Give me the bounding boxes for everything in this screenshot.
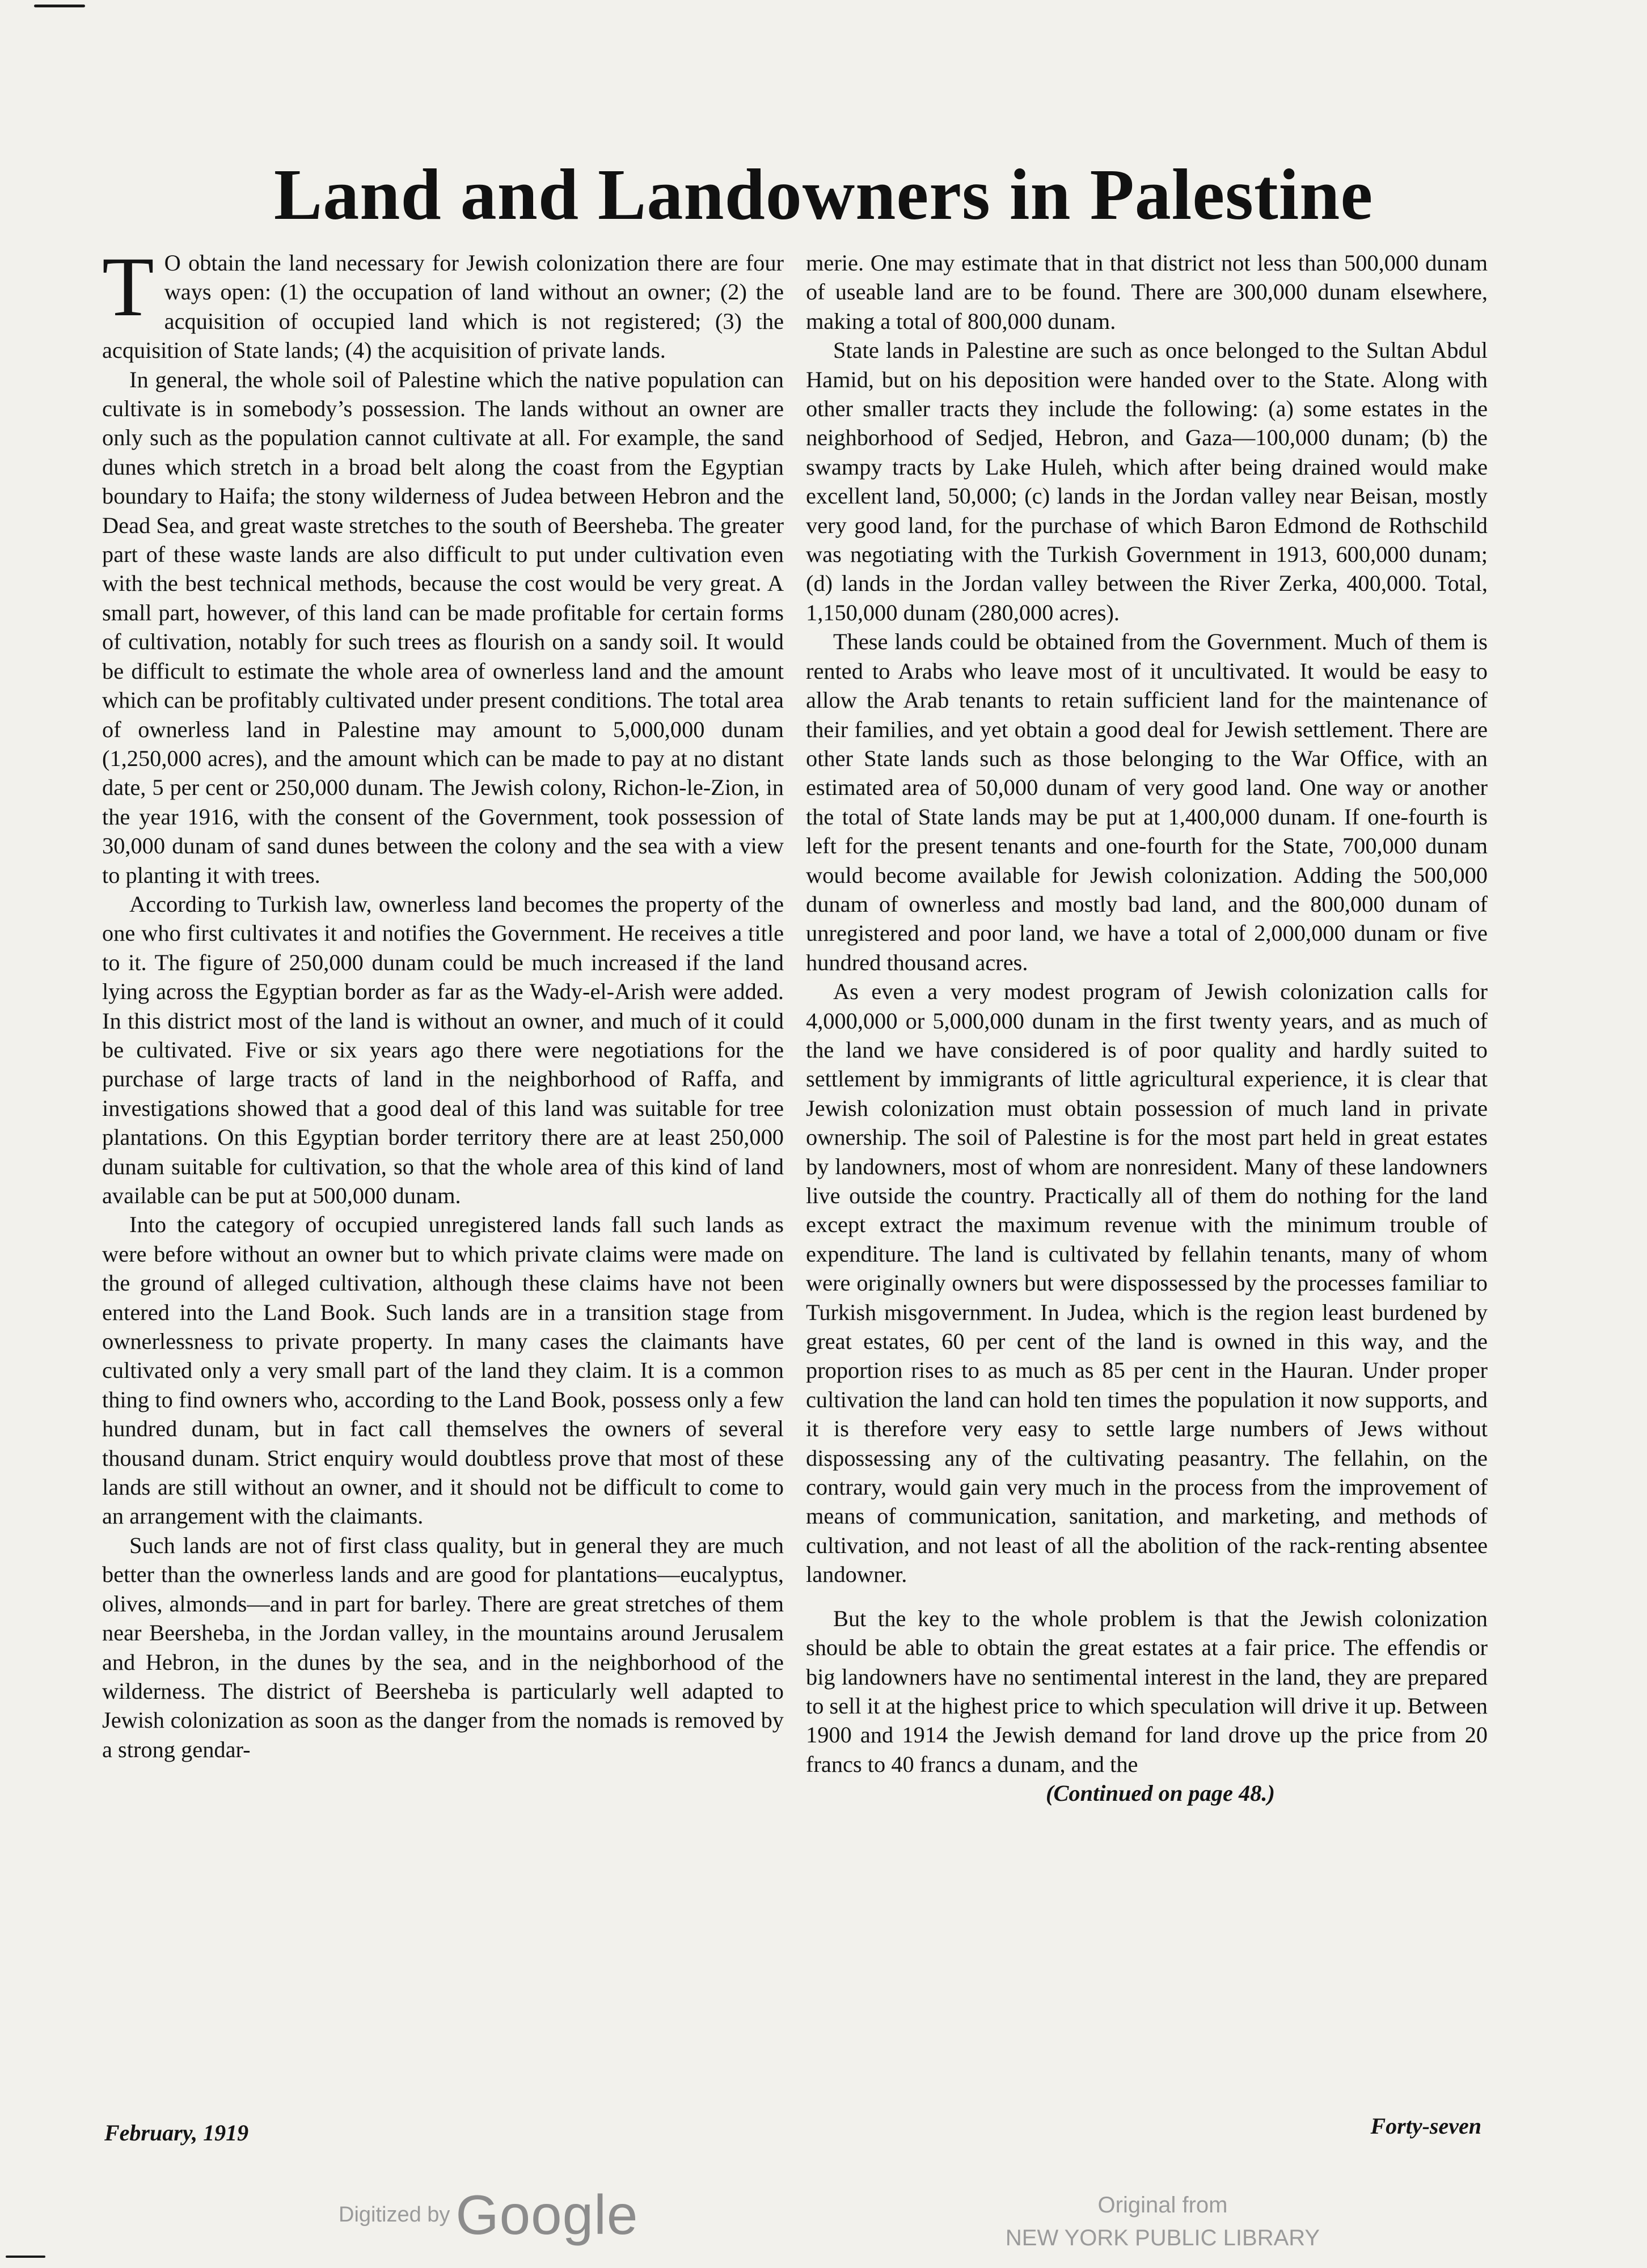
google-logo-text: Google xyxy=(455,2184,639,2246)
paragraph-intro xyxy=(102,240,784,365)
paragraph: These lands could be obtained from the Government. Much of them is rented to Arabs who leave most of it uncultivated. It would be easy to allow the Arab tenants to retain sufficient land for the maintenance of their families, and yet obtain a good deal for Jewish settlement. There are other State lands such as those belonging to the War Office, with an estimated area of 50,000 dunam of very good land. One way or another the total of State lands may be put at 1,400,000 dunam. If one-fourth is left for the present tenants and one-fourth for the State, 700,000 dunam would become available for Jewish colonization. Adding the 500,000 dunam of ownerless and mostly bad land, and the 800,000 dunam of unregistered and poor land, we have a total of 2,000,000 dunam or five hundred thousand acres. xyxy=(806,629,1488,975)
scan-artifact-mark xyxy=(6,2256,45,2258)
paragraph: As even a very modest program of Jewish colonization calls for 4,000,000 or 5,000,000 dunam in the first twenty years, and as much of the land we have considered is of poor quality and hardly suited to settlement by immigrants of little agricultural experience, it is clear that Jewish colonization must obtain possession of much land in private ownership. The soil of Palestine is for the most part held in great estates by landowners, most of whom are nonresident. Many of these landowners live outside the country. Practically all of them do nothing for the land except extract the maximum revenue with the minimum trouble of expenditure. The land is cultivated by fellahin tenants, many of whom were originally owners but were dispossessed by the processes familiar to Turkish misgovernment. In Judea, which is the region least burdened by great estates, 60 per cent of the land is owned in this way, and the proportion rises to as much as 85 per cent in the Hauran. Under proper cultivation the land can hold ten times the population it now supports, and it is therefore very easy to settle large numbers of Jews without dispossessing any of the cultivating peasantry. The fellahin, on the contrary, would gain very much in the process from the improvement of means of communication, sanitation, and marketing, and methods of cultivation, and not least of all the abolition of the rack-renting absentee landowner. xyxy=(806,979,1488,1588)
paragraph: In general, the whole soil of Palestine which the native population can cultivate is in somebody’s possession. The lands without an owner are only such as the population cannot cultivate at all. For example, the sand dunes which stretch in a broad belt along the coast from the Egyptian boundary to Haifa; the stony wilderness of Judea between Hebron and the Dead Sea, and great waste stretches to the south of Beersheba. The greater part of these waste lands are also difficult to put under cultivation even with the best technical methods, because the cost would be very great. A small part, however, of this land can be made profitable for certain forms of cultivation, notably for such trees as flourish on a sandy soil. It would be difficult to estimate the whole area of ownerless land and the amount which can be profitably cultivated under present conditions. The total area of ownerless land in Palestine may amount to 5,000,000 dunam (1,250,000 acres), and the amount which can be made to pay at no distant date, 5 per cent or 250,000 dunam. The Jewish colony, Richon-le-Zion, in the year 1916, with the consent of the Government, took possession of 30,000 dunam of sand dunes between the colony and the sea with a view to planting it with trees. xyxy=(102,366,784,888)
article-title: Land and Landowners in Palestine xyxy=(273,154,1374,235)
paragraph: Into the category of occupied unregistered lands fall such lands as were before without an owner but to which private claims were made on the ground of alleged cultivation, although these claims have not been entered into the Land Book. Such lands are in a transition stage from ownerlessness to private property. In many cases the claimants have cultivated only a very small part of the land they claim. It is a common thing to find owners who, according to the Land Book, possess only a few hundred dunam, but in fact call themselves the owners of several thousand dunam. Strict enquiry would doubtless prove that most of these lands are still without an owner, and it should not be difficult to come to an arrangement with the claimants. xyxy=(102,1212,784,1529)
continued-note: (Continued on page 48.) xyxy=(1046,1780,1275,1806)
paragraph-text: O obtain the land necessary for Jewish colonization there are four ways open: (1) the occupation of land without an owner; (2) the acquisition of occupied land which is not registered; (3) the acquisition of State lands; (4) the acquisition of private lands. xyxy=(102,250,784,363)
original-from-label: Original from xyxy=(1097,2193,1228,2218)
issue-date: February, 1919 xyxy=(104,2120,249,2146)
paragraph: But the key to the whole problem is that the Jewish colonization should be able to obtain the great estates at a fair price. The effendis or big landowners have no sentimental interest in the land, they are prepared to sell it at the highest price to which speculation will drive it up. Between 1900 and 1914 the Jewish demand for land drove up the price from 20 francs to 40 francs a dunam, and the xyxy=(806,1605,1488,1777)
digitized-watermark xyxy=(339,2183,638,2247)
scan-artifact-mark xyxy=(34,5,85,7)
library-name: NEW YORK PUBLIC LIBRARY xyxy=(1005,2225,1320,2250)
page-number: Forty-seven xyxy=(1370,2113,1481,2139)
digitized-by-label: Digitized by xyxy=(339,2203,450,2227)
paragraph: Such lands are not of first class quality, but in general they are much better than the ownerless lands and are good for plantations—eucalyptus, olives, almonds—and in part for barley. There are great stretches of them near Beersheba, in the Jordan valley, in the mountains around Jerusalem and Hebron, in the dunes by the sea, and in the neighborhood of the wilderness. The district of Beersheba is particularly well adapted to Jewish colonization as soon as the danger from the nomads is removed by a strong gendar- xyxy=(102,1532,784,1762)
right-column xyxy=(806,248,1488,1808)
library-watermark xyxy=(987,2189,1338,2254)
paragraph-continuation: merie. One may estimate that in that district not less than 500,000 dunam of useable land are to be found. There are 300,000 dunam elsewhere, making a total of 800,000 dunam. xyxy=(806,250,1488,334)
paragraph: State lands in Palestine are such as once belonged to the Sultan Abdul Hamid, but on his deposition were handed over to the State. Along with other smaller tracts they include the following: (a) some estates in the neighborhood of Sedjed, Hebron, and Gaza—100,000 dunam; (b) the swampy tracts by Lake Huleh, which after being drained would make excellent land, 50,000; (c) lands in the Jordan valley near Beisan, mostly very good land, for the purchase of which Baron Edmond de Rothschild was negotiating with the Turkish Government in 1913, 600,000 dunam; (d) lands in the Jordan valley between the River Zerka, 400,000. Total, 1,150,000 dunam (280,000 acres). xyxy=(806,337,1488,625)
drop-cap: T xyxy=(102,240,154,334)
left-column xyxy=(102,240,784,1764)
paragraph: According to Turkish law, ownerless land becomes the property of the one who first cultivates it and notifies the Government. He receives a title to it. The figure of 250,000 dunam could be much increased if the land lying across the Egyptian border as far as the Wady-el-Arish were added. In this district most of the land is without an owner, and much of it could be cultivated. Five or six years ago there were negotiations for the purchase of large tracts of land in the neighborhood of Raffa, and investigations showed that a good deal of this land was suitable for tree plantations. On this Egyptian border territory there are at least 250,000 dunam suitable for cultivation, so that the whole area of this kind of land available can be put at 500,000 dunam. xyxy=(102,891,784,1208)
